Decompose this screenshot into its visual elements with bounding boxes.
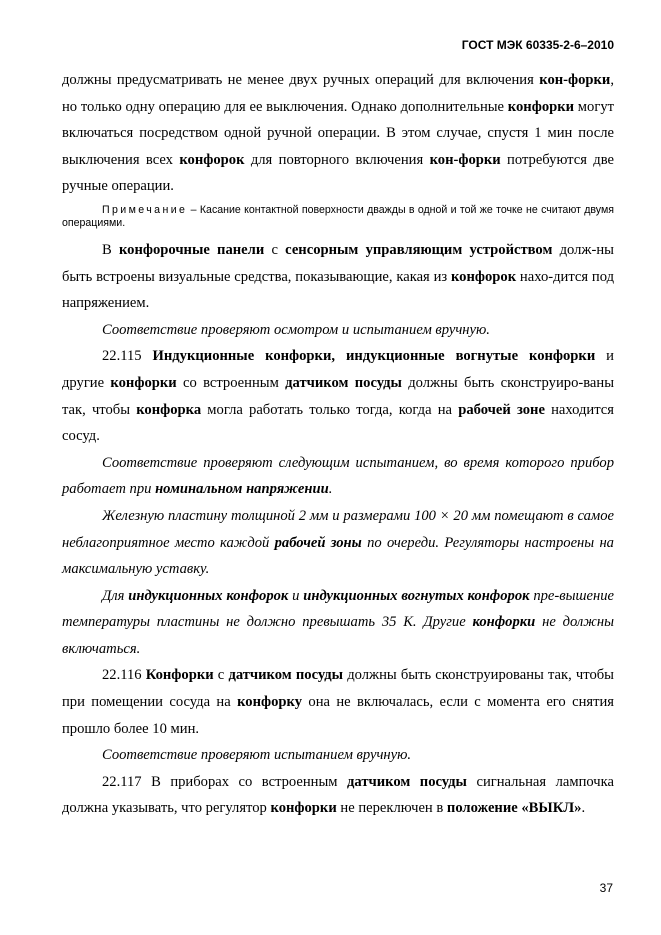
note-label: Примечание [102,203,188,216]
bold-term: кон-форки [429,151,501,168]
bold-term: Конфорки [145,667,214,684]
bold-term: сенсорным управляющим устройством [285,241,553,258]
page-number: 37 [599,881,613,895]
text-run: Для [102,587,129,604]
text-run: могут включаться посредством одной ручной операции. В этом случае, спустя 1 мин после выключения всех [62,98,614,168]
text-run: с [213,667,229,684]
text-run: потребуются две ручные операции. [62,151,614,195]
bold-term: рабочей зоны [274,534,362,551]
paragraph-2 [62,237,614,317]
text-run: 22.115 [102,348,153,365]
text-run: , но только одну операцию для ее выключения. Однако дополнительные [62,72,614,115]
paragraph-9 [62,742,614,769]
bold-term: рабочей зоне [458,401,545,418]
text-run: должны быть сконструированы так, чтобы при помещении сосуда на [62,667,614,711]
text-run: нахо-дится под напряжением. [62,268,615,312]
text-run: она не включалась, если с момента его снятия прошло более 10 мин. [62,694,614,737]
bold-term: номинальном напряжении [155,481,329,498]
clause-22-115 [62,343,614,449]
text-run: Соответствие проверяют испытанием вручную. [102,747,412,764]
bold-term: конфорка [136,401,202,418]
bold-term: конфорок [179,151,245,168]
bold-term: кон-форки [539,72,611,88]
paragraph-7 [62,583,614,663]
text-run: пре-вышение температуры пластины не должно превышать 35 К. Другие [62,587,615,631]
page-header: ГОСТ МЭК 60335-2-6–2010 [461,38,614,52]
clause-22-116 [62,662,614,742]
bold-term: конфорки [472,614,536,631]
bold-term: датчиком посуды [228,667,344,684]
paragraph-3 [62,317,614,344]
text-run: 22.117 В приборах со встроенным [102,773,348,790]
paragraph-1 [62,67,614,200]
text-run: долж-ны быть встроены визуальные средства, показывающие, какая из [62,241,614,285]
text-run: 22.116 [102,667,146,684]
bold-term: датчиком посуды [285,374,402,391]
note-text: – Касание контактной поверхности дважды в одной и той же точке не считают двумя операциями. [62,203,614,230]
bold-term: конфорки [110,374,177,391]
text-run: не переключен в [336,800,447,817]
text-run: и другие [62,348,614,391]
bold-term: индукционных конфорок [128,587,289,604]
text-run: и [288,587,304,604]
bold-term: индукционных вогнутых конфорок [303,587,530,604]
clause-22-117 [62,769,614,822]
text-run: Соответствие проверяют следующим испытанием, во время которого прибор работает при [62,454,614,498]
text-run: сигнальная лампочка должна указывать, что регулятор [62,773,614,817]
document-body [62,67,614,822]
bold-term: конфорку [237,694,303,711]
bold-term: положение «ВЫКЛ» [446,800,582,817]
text-run: Железную пластину толщиной 2 мм и размерами 100 × 20 мм помещают в самое неблагоприятное место каждой [62,507,614,551]
text-run: для повторного включения [244,151,430,168]
bold-term: датчиком посуды [347,773,467,790]
text-run: должны быть сконструиро-ваны так, чтобы [62,374,615,418]
bold-term: Индукционные конфорки, индукционные вогнутые конфорки [152,348,596,365]
text-run: находится сосуд. [62,401,614,445]
note [62,204,614,231]
paragraph-6 [62,503,614,583]
bold-term: конфорки [270,800,337,817]
text-run: . [581,800,586,817]
text-run: не должны включаться. [62,614,614,657]
text-run: В [102,241,119,258]
text-run: со встроенным [176,374,286,391]
text-run: Соответствие проверяют осмотром и испытанием вручную. [102,321,490,338]
bold-term: конфорочные панели [118,241,265,258]
text-run: могла работать только тогда, когда на [201,401,459,418]
text-run: с [264,241,286,258]
bold-term: конфорки [507,98,575,115]
paragraph-5 [62,450,614,503]
text-run: . [328,481,333,498]
text-run: по очереди. Регуляторы настроены на максимальную уставку. [62,534,614,578]
bold-term: конфорок [450,268,517,285]
text-run: должны предусматривать не менее двух ручных операций для включения [62,72,540,88]
